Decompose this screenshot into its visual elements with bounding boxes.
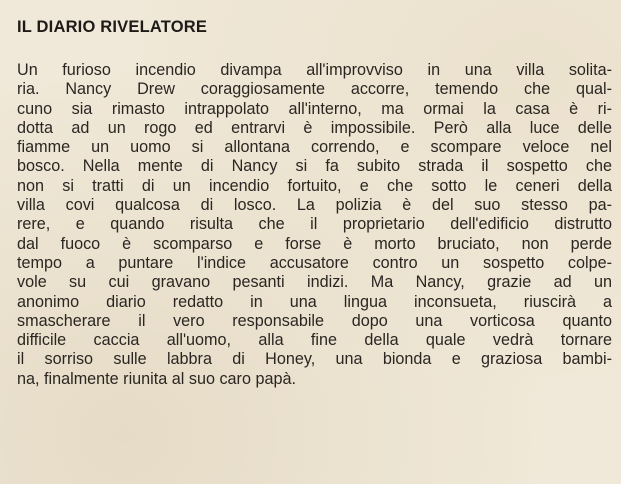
text-line: Un furioso incendio divampa all'improvviso in una villa solita- bbox=[17, 61, 612, 79]
text-line: dal fuoco è scomparso e forse è morto bruciato, non perde bbox=[17, 234, 612, 253]
text-line: il sorriso sulle labbra di Honey, una bionda e graziosa bambi- bbox=[17, 350, 612, 369]
text-line: non si tratti di un incendio fortuito, e che sotto le ceneri della bbox=[17, 176, 612, 195]
text-line: smascherare il vero responsabile dopo una vorticosa quanto bbox=[17, 311, 612, 330]
text-line: difficile caccia all'uomo, alla fine della quale vedrà tornare bbox=[17, 331, 612, 350]
text-line: anonimo diario redatto in una lingua inconsueta, riuscirà a bbox=[17, 292, 612, 311]
page-title: IL DIARIO RIVELATORE bbox=[17, 18, 208, 36]
text-line: dotta ad un rogo ed entrarvi è impossibile. Però alla luce delle bbox=[17, 118, 612, 137]
text-line: ria. Nancy Drew coraggiosamente accorre, temendo che qual- bbox=[17, 80, 612, 99]
text-line: rere, e quando risulta che il proprietario dell'edificio distrutto bbox=[17, 215, 612, 234]
text-line: villa covi qualcosa di losco. La polizia è del suo stesso pa- bbox=[17, 196, 612, 215]
text-line: tempo a puntare l'indice accusatore contro un sospetto colpe- bbox=[17, 253, 612, 272]
synopsis-paragraph bbox=[17, 61, 612, 389]
text-line: na, finalmente riunita al suo caro papà. bbox=[17, 369, 296, 388]
text-line: fiamme un uomo si allontana correndo, e scompare veloce nel bbox=[17, 138, 612, 157]
text-line: bosco. Nella mente di Nancy si fa subito strada il sospetto che bbox=[17, 157, 612, 176]
text-line: cuno sia rimasto intrappolato all'interno, ma ormai la casa è ri- bbox=[17, 99, 612, 118]
text-line: vole su cui gravano pesanti indizi. Ma Nancy, grazie ad un bbox=[17, 273, 612, 292]
